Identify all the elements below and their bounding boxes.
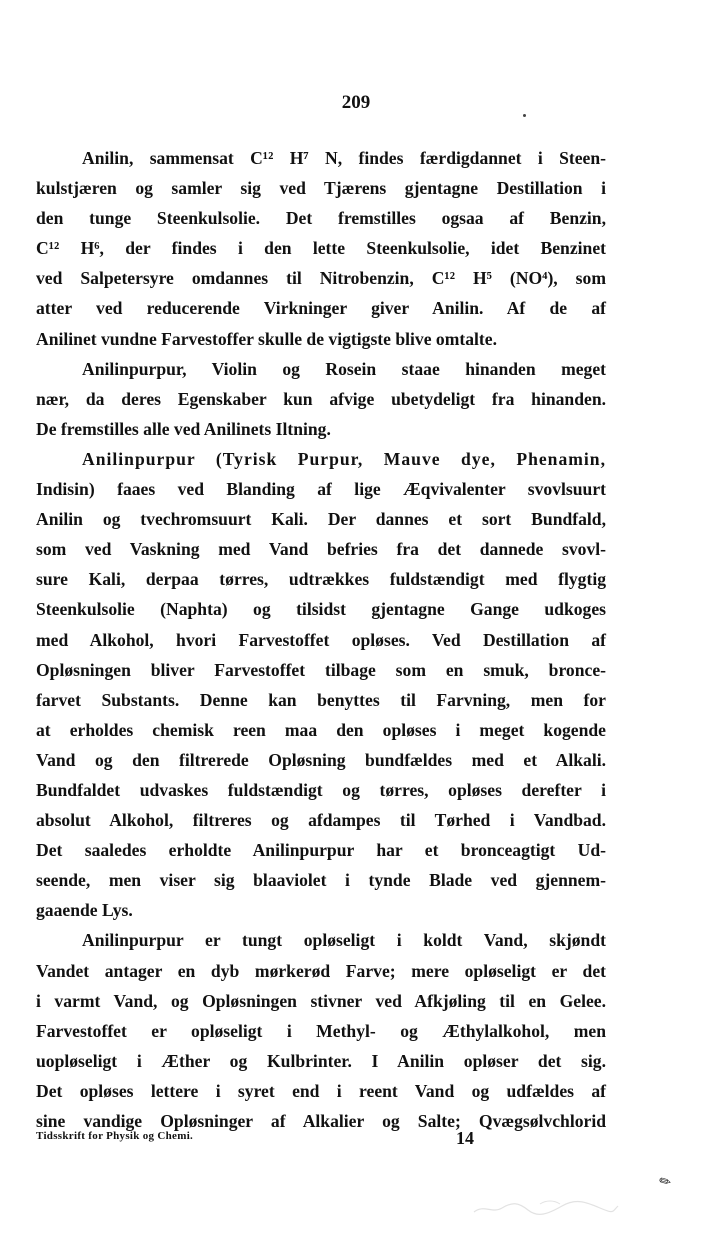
stray-dot	[523, 114, 526, 117]
watermark	[470, 1196, 620, 1218]
text-line: uopløseligt i Æther og Kulbrinter. I Anilin opløser det sig.	[36, 1050, 606, 1071]
text-line: at erholdes chemisk reen maa den opløses i meget kogende	[36, 719, 606, 740]
paragraph-3	[36, 444, 606, 926]
text-line: nær, da deres Egenskaber kun afvige ubetydeligt fra hinanden.	[36, 388, 606, 409]
text-line: Det saaledes erholdte Anilinpurpur har et bronceagtigt Ud-	[36, 840, 606, 861]
text-line: den tunge Steenkulsolie. Det fremstilles ogsaa af Benzin,	[36, 208, 606, 229]
text-line: som ved Vaskning med Vand befries fra det dannede svovl-	[36, 539, 606, 560]
text-line: sure Kali, derpaa tørres, udtrækkes fuldstændigt med flygtig	[36, 569, 606, 590]
text-line: i varmt Vand, og Opløsningen stivner ved Afkjøling til en Gelee.	[36, 990, 606, 1011]
text-line: seende, men viser sig blaaviolet i tynde Blade ved gjennem-	[36, 870, 606, 891]
text-line: Farvestoffet er opløseligt i Methyl- og Æthylalkohol, men	[36, 1020, 606, 1041]
text-line: gaaende Lys.	[36, 900, 133, 921]
text-line: Det opløses lettere i syret end i reent Vand og udfældes af	[36, 1080, 606, 1101]
text-line: Indisin) faaes ved Blanding af lige Æqvivalenter svovlsuurt	[36, 479, 606, 500]
text-line: absolut Alkohol, filtreres og afdampes til Tørhed i Vandbad.	[36, 810, 606, 831]
text-line: Bundfaldet udvaskes fuldstændigt og tørres, opløses derefter i	[36, 779, 606, 800]
text-line: farvet Substants. Denne kan benyttes til Farvning, men for	[36, 689, 606, 710]
text-line: Anilinpurpur er tungt opløseligt i koldt Vand, skjøndt	[82, 930, 606, 951]
corner-mark: ✎	[657, 1173, 675, 1192]
body-text	[36, 143, 606, 1136]
text-line: Vand og den filtrerede Opløsning bundfældes med et Alkali.	[36, 749, 606, 770]
text-line: Anilinpurpur, Violin og Rosein staae hinanden meget	[82, 358, 606, 379]
text-line: C¹² H⁶, der findes i den lette Steenkulsolie, idet Benzinet	[36, 238, 606, 259]
text-line: ved Salpetersyre omdannes til Nitrobenzin, C¹² H⁵ (NO⁴), som	[36, 268, 606, 289]
text-line: Anilin, sammensat C¹² H⁷ N, findes færdigdannet i Steen-	[82, 148, 606, 168]
paragraph-4	[36, 925, 606, 1136]
paragraph-2	[36, 354, 606, 444]
signature-mark: 14	[456, 1128, 474, 1148]
text-line: De fremstilles alle ved Anilinets Iltning.	[36, 418, 331, 439]
text-line: Anilinpurpur (Tyrisk Purpur, Mauve dye, Phenamin,	[82, 448, 606, 469]
page-number: 209	[341, 92, 371, 113]
paragraph-1	[36, 143, 606, 354]
text-line: Steenkulsolie (Naphta) og tilsidst gjentagne Gange udkoges	[36, 599, 606, 620]
text-line: Anilinet vundne Farvestoffer skulle de vigtigste blive omtalte.	[36, 328, 497, 349]
text-line: kulstjæren og samler sig ved Tjærens gjentagne Destillation i	[36, 178, 606, 199]
footer-source: Tidsskrift for Physik og Chemi.	[36, 1130, 194, 1142]
text-line: sine vandige Opløsninger af Alkalier og Salte; Qvægsølvchlorid	[36, 1111, 606, 1131]
text-line: med Alkohol, hvori Farvestoffet opløses. Ved Destillation af	[36, 629, 606, 650]
text-line: Vandet antager en dyb mørkerød Farve; mere opløseligt er det	[36, 960, 606, 981]
text-line: atter ved reducerende Virkninger giver Anilin. Af de af	[36, 298, 606, 319]
text-line: Anilin og tvechromsuurt Kali. Der dannes et sort Bundfald,	[36, 509, 606, 530]
text-line: Opløsningen bliver Farvestoffet tilbage som en smuk, bronce-	[36, 659, 606, 680]
